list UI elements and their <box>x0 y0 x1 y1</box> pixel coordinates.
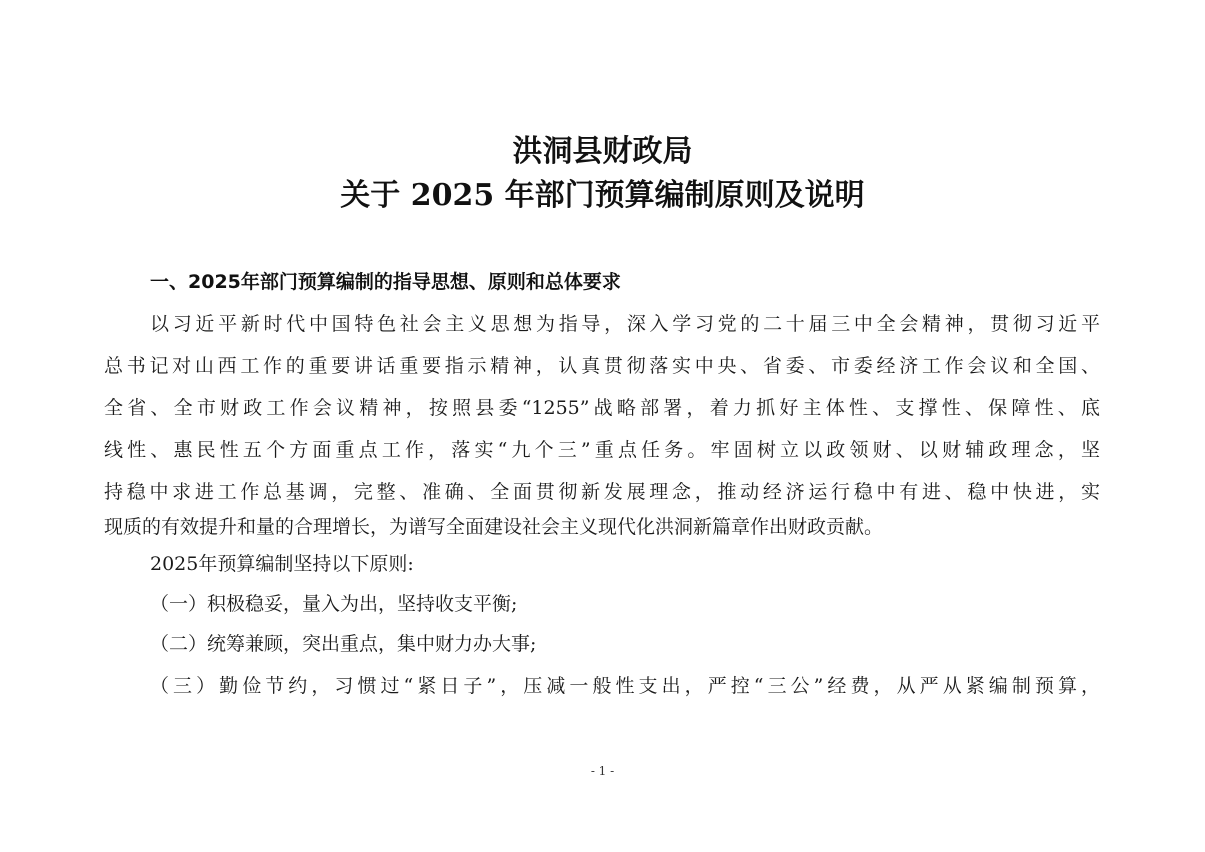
principle-item: （二）统筹兼顾，突出重点，集中财力办大事; <box>150 633 537 655</box>
section-heading: 一、2025年部门预算编制的指导思想、原则和总体要求 <box>150 271 621 293</box>
principle-item: （三）勤俭节约，习惯过“紧日子”，压减一般性支出，严控“三公”经费，从严从紧编制预算， <box>150 675 1100 697</box>
paragraph-line: 持稳中求进工作总基调，完整、准确、全面贯彻新发展理念，推动经济运行稳中有进、稳中快进，实 <box>104 481 1100 503</box>
document-title-subject: 关于 2025 年部门预算编制原则及说明 <box>340 178 865 213</box>
page-number: - 1 - <box>590 764 615 778</box>
principles-intro: 2025年预算编制坚持以下原则: <box>150 553 414 575</box>
document-title-org: 洪洞县财政局 <box>512 134 693 169</box>
paragraph-line: 线性、惠民性五个方面重点工作，落实“九个三”重点任务。牢固树立以政领财、以财辅政理念，坚 <box>104 439 1100 461</box>
paragraph-line: 总书记对山西工作的重要讲话重要指示精神，认真贯彻落实中央、省委、市委经济工作会议和全国、 <box>104 355 1100 377</box>
paragraph-line: 全省、全市财政工作会议精神，按照县委“1255”战略部署，着力抓好主体性、支撑性、保障性、底 <box>104 397 1100 419</box>
paragraph-line: 以习近平新时代中国特色社会主义思想为指导，深入学习党的二十届三中全会精神，贯彻习近平 <box>150 313 1100 335</box>
paragraph-line: 现质的有效提升和量的合理增长，为谱写全面建设社会主义现代化洪洞新篇章作出财政贡献。 <box>104 516 884 538</box>
principle-item: （一）积极稳妥，量入为出，坚持收支平衡; <box>150 593 518 615</box>
